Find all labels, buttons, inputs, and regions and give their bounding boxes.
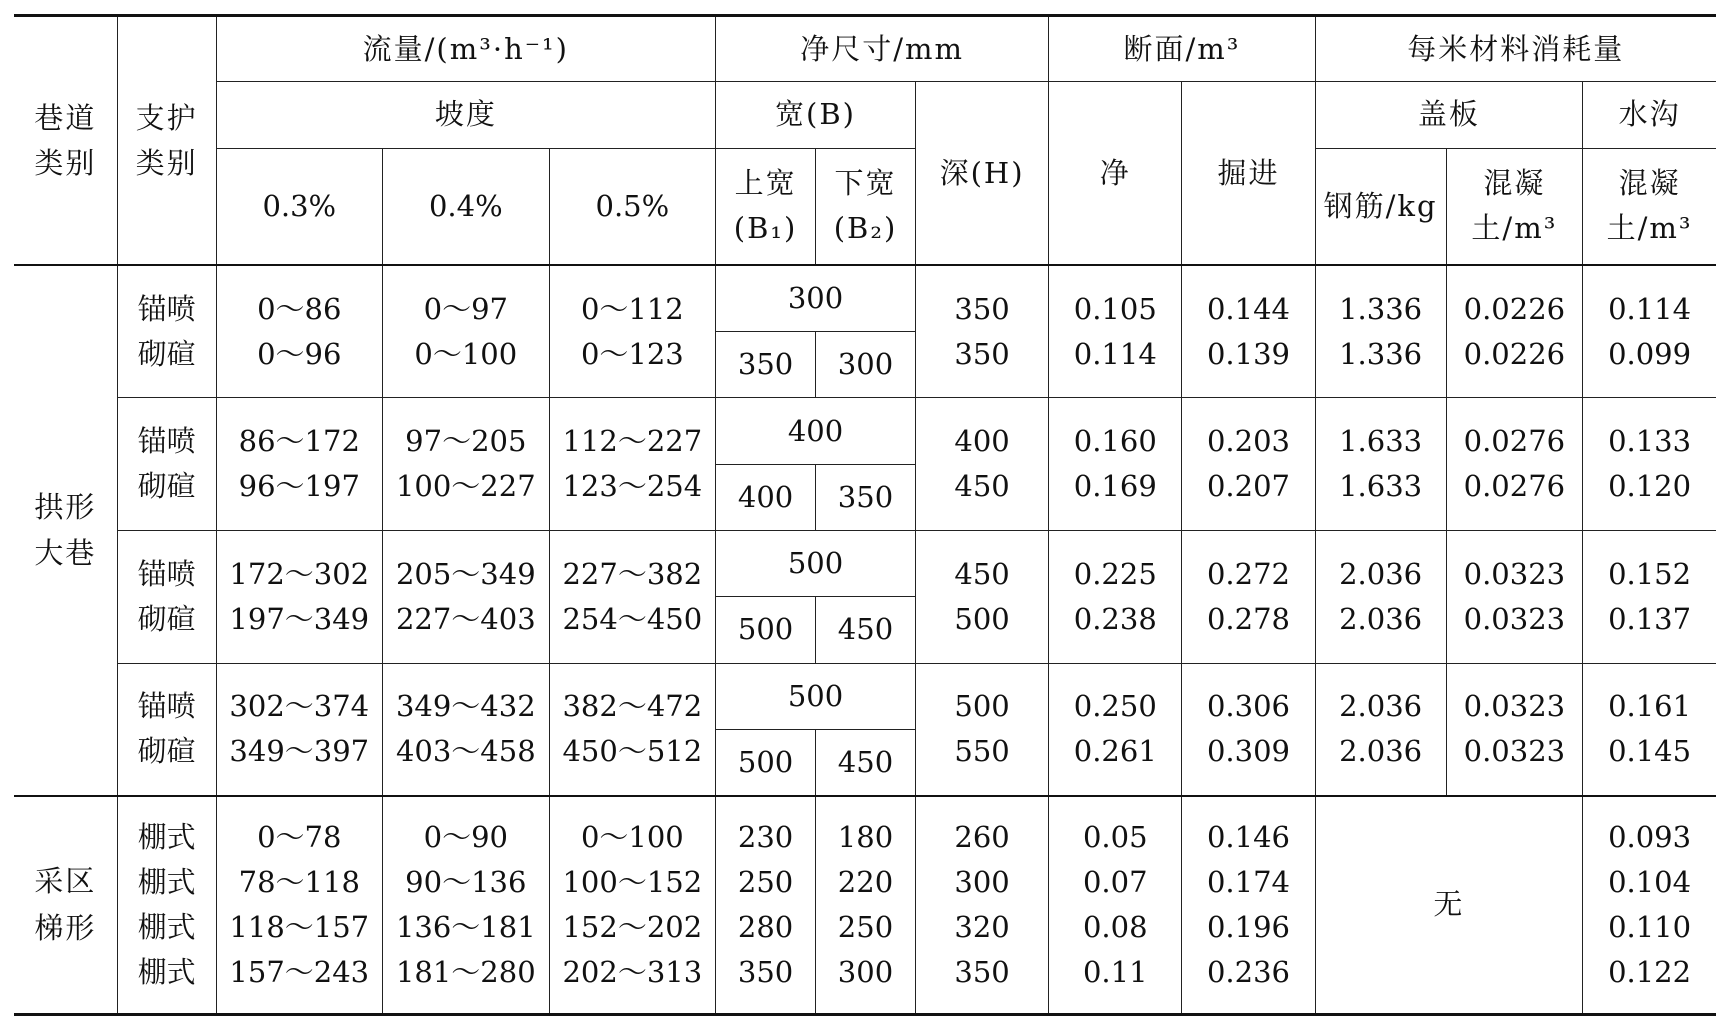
concrete-value: 0.0226 xyxy=(1463,291,1566,326)
top-width-value: 250 xyxy=(737,864,794,899)
rebar-cell xyxy=(1315,530,1446,663)
trap-lane-label: 采区 梯形 xyxy=(14,796,117,1015)
bottom-width-value: 300 xyxy=(816,332,916,398)
flow-value: 227～403 xyxy=(395,601,536,636)
flow-value: 0～78 xyxy=(257,819,342,854)
support-label: 棚式 xyxy=(137,954,196,989)
support-label: 锚喷 xyxy=(137,424,196,459)
flow-value: 202～313 xyxy=(562,954,703,989)
conc-cell xyxy=(1446,663,1583,796)
flow-header: 流量/(m³·h⁻¹) xyxy=(216,16,716,82)
net-value: 0.225 xyxy=(1073,556,1157,591)
flow-cell xyxy=(216,663,383,796)
support-label: 锚喷 xyxy=(137,689,196,724)
depth-value: 350 xyxy=(954,291,1010,326)
support-label: 砌碹 xyxy=(137,336,196,371)
rebar-cell xyxy=(1315,398,1446,531)
cover-header: 盖板 xyxy=(1315,82,1583,148)
depth-value: 320 xyxy=(954,909,1010,944)
exc-cell xyxy=(1182,398,1315,531)
rebar-header: 钢筋/kg xyxy=(1315,148,1446,265)
support-cell xyxy=(117,663,216,796)
net-value: 0.11 xyxy=(1082,954,1148,989)
support-cell xyxy=(117,530,216,663)
rebar-cell xyxy=(1315,265,1446,398)
ditch-cell xyxy=(1583,530,1716,663)
depth-value: 550 xyxy=(954,734,1010,769)
net-cell xyxy=(1049,265,1182,398)
flow-cell xyxy=(383,663,550,796)
width-value: 500 xyxy=(716,663,916,729)
bottom-width-header: 下宽(B₂) xyxy=(816,148,916,265)
support-label: 砌碹 xyxy=(137,734,196,769)
depth-value: 300 xyxy=(954,864,1010,899)
excavation-value: 0.278 xyxy=(1206,601,1291,636)
exc-cell xyxy=(1182,265,1315,398)
width-value: 300 xyxy=(716,265,916,331)
ditch-cell xyxy=(1583,796,1716,1015)
width-header: 宽(B) xyxy=(716,82,916,148)
flow-value: 349～432 xyxy=(395,689,536,724)
flow-value: 0～100 xyxy=(580,819,684,854)
table-row xyxy=(14,265,1716,331)
flow-cell xyxy=(216,796,383,1015)
rebar-value: 2.036 xyxy=(1339,734,1423,769)
conc-cell xyxy=(1446,398,1583,531)
support-label: 锚喷 xyxy=(137,291,196,326)
support-type-header: 支护 类别 xyxy=(117,16,216,266)
flow-cell xyxy=(549,663,716,796)
support-cell xyxy=(117,398,216,531)
rebar-value: 1.336 xyxy=(1339,291,1423,326)
bottom-width-value: 350 xyxy=(816,464,916,530)
flow-value: 112～227 xyxy=(562,424,703,459)
ditch-value: 0.120 xyxy=(1608,469,1692,504)
flow-value: 205～349 xyxy=(395,556,536,591)
net-cell xyxy=(1049,796,1182,1015)
flow-cell xyxy=(383,265,550,398)
depth-value: 260 xyxy=(954,819,1010,854)
ditch-spec-table xyxy=(14,14,1716,1016)
flow-value: 0～86 xyxy=(257,291,342,326)
flow-cell xyxy=(383,398,550,531)
depth-value: 450 xyxy=(954,556,1010,591)
excavation-value: 0.306 xyxy=(1206,689,1291,724)
table-body xyxy=(14,265,1716,1014)
net-value: 0.114 xyxy=(1073,336,1157,371)
net-value: 0.261 xyxy=(1073,734,1157,769)
header-row-3 xyxy=(14,148,1716,265)
ditch-cell xyxy=(1583,265,1716,398)
ditch-header: 水沟 xyxy=(1583,82,1716,148)
flow-value: 0～97 xyxy=(423,291,508,326)
support-label: 砌碹 xyxy=(137,601,196,636)
net-value: 0.07 xyxy=(1082,864,1148,899)
flow-cell xyxy=(216,398,383,531)
net-value: 0.105 xyxy=(1073,291,1157,326)
header-row-1 xyxy=(14,16,1716,82)
excavation-value: 0.146 xyxy=(1206,819,1291,854)
bottom-width-value: 450 xyxy=(816,597,916,663)
depth-cell xyxy=(915,796,1048,1015)
flow-value: 136～181 xyxy=(395,909,536,944)
depth-value: 350 xyxy=(954,954,1010,989)
concrete-value: 0.0276 xyxy=(1463,469,1566,504)
flow-value: 254～450 xyxy=(562,601,703,636)
net-value: 0.238 xyxy=(1073,601,1157,636)
ditch-value: 0.114 xyxy=(1608,291,1692,326)
excavation-value: 0.203 xyxy=(1206,424,1291,459)
support-label: 锚喷 xyxy=(137,556,196,591)
concrete-value: 0.0323 xyxy=(1463,601,1566,636)
ditch-value: 0.133 xyxy=(1608,424,1692,459)
width-value: 500 xyxy=(716,530,916,596)
header-row-2 xyxy=(14,82,1716,148)
support-label: 棚式 xyxy=(137,909,196,944)
flow-value: 197～349 xyxy=(229,601,370,636)
flow-value: 86～172 xyxy=(238,424,360,459)
top-width-header: 上宽(B₁) xyxy=(716,148,816,265)
depth-value: 500 xyxy=(954,689,1010,724)
bottom-width-cell xyxy=(816,796,916,1015)
top-width-value: 500 xyxy=(716,597,816,663)
flow-value: 97～205 xyxy=(405,424,527,459)
flow-value: 403～458 xyxy=(395,734,536,769)
flow-value: 100～227 xyxy=(395,469,536,504)
ditch-cell xyxy=(1583,398,1716,531)
top-width-value: 400 xyxy=(716,464,816,530)
depth-value: 450 xyxy=(954,469,1010,504)
flow-cell xyxy=(216,530,383,663)
ditch-value: 0.137 xyxy=(1608,601,1692,636)
net-section-header: 净 xyxy=(1049,82,1182,265)
flow-value: 118～157 xyxy=(229,909,370,944)
no-cover-cell: 无 xyxy=(1315,796,1583,1015)
depth-value: 500 xyxy=(954,601,1010,636)
flow-value: 302～374 xyxy=(229,689,370,724)
depth-cell xyxy=(915,265,1048,398)
net-cell xyxy=(1049,398,1182,531)
excavation-value: 0.309 xyxy=(1206,734,1291,769)
top-width-value: 230 xyxy=(737,819,794,854)
slope-0-4: 0.4% xyxy=(383,148,550,265)
net-value: 0.160 xyxy=(1073,424,1157,459)
flow-value: 349～397 xyxy=(229,734,370,769)
support-label: 棚式 xyxy=(137,819,196,854)
flow-value: 227～382 xyxy=(562,556,703,591)
depth-cell xyxy=(915,663,1048,796)
flow-cell xyxy=(549,398,716,531)
flow-value: 157～243 xyxy=(229,954,370,989)
depth-cell xyxy=(915,530,1048,663)
slope-0-5: 0.5% xyxy=(549,148,716,265)
rebar-value: 1.336 xyxy=(1339,336,1423,371)
excavation-value: 0.272 xyxy=(1206,556,1291,591)
ditch-value: 0.145 xyxy=(1608,734,1692,769)
lane-type-header: 巷道 类别 xyxy=(14,16,117,266)
excavation-value: 0.207 xyxy=(1206,469,1291,504)
width-value: 400 xyxy=(716,398,916,464)
depth-cell xyxy=(915,398,1048,531)
flow-value: 152～202 xyxy=(562,909,703,944)
bottom-width-value: 250 xyxy=(837,909,894,944)
rebar-value: 2.036 xyxy=(1339,601,1423,636)
support-cell xyxy=(117,796,216,1015)
flow-value: 382～472 xyxy=(562,689,703,724)
flow-value: 172～302 xyxy=(229,556,370,591)
excavation-value: 0.174 xyxy=(1206,864,1291,899)
arch-lane-label: 拱形 大巷 xyxy=(14,265,117,795)
depth-value: 400 xyxy=(954,424,1010,459)
excavation-value: 0.196 xyxy=(1206,909,1291,944)
flow-value: 123～254 xyxy=(562,469,703,504)
concrete-value: 0.0323 xyxy=(1463,556,1566,591)
slope-header: 坡度 xyxy=(216,82,716,148)
concrete-value: 0.0323 xyxy=(1463,689,1566,724)
ditch-cell xyxy=(1583,663,1716,796)
flow-value: 450～512 xyxy=(562,734,703,769)
depth-header: 深(H) xyxy=(915,82,1048,265)
material-header: 每米材料消耗量 xyxy=(1315,16,1716,82)
table-row xyxy=(14,663,1716,729)
flow-cell xyxy=(549,265,716,398)
slope-0-3: 0.3% xyxy=(216,148,383,265)
net-size-header: 净尺寸/mm xyxy=(716,16,1049,82)
top-width-value: 350 xyxy=(716,332,816,398)
net-cell xyxy=(1049,530,1182,663)
flow-value: 181～280 xyxy=(395,954,536,989)
conc-cell xyxy=(1446,530,1583,663)
rebar-value: 1.633 xyxy=(1339,424,1423,459)
net-value: 0.05 xyxy=(1082,819,1148,854)
table-row xyxy=(14,398,1716,464)
rebar-cell xyxy=(1315,663,1446,796)
flow-value: 0～96 xyxy=(257,336,342,371)
ditch-value: 0.110 xyxy=(1608,909,1692,944)
exc-cell xyxy=(1182,663,1315,796)
concrete-value: 0.0226 xyxy=(1463,336,1566,371)
flow-value: 0～112 xyxy=(580,291,684,326)
support-cell xyxy=(117,265,216,398)
ditch-value: 0.152 xyxy=(1608,556,1692,591)
ditch-value: 0.093 xyxy=(1608,819,1692,854)
rebar-value: 1.633 xyxy=(1339,469,1423,504)
flow-cell xyxy=(549,530,716,663)
net-value: 0.169 xyxy=(1073,469,1157,504)
flow-cell xyxy=(216,265,383,398)
excavation-value: 0.236 xyxy=(1206,954,1291,989)
bottom-width-value: 300 xyxy=(837,954,894,989)
top-width-value: 500 xyxy=(716,729,816,795)
ditch-value: 0.161 xyxy=(1608,689,1692,724)
depth-value: 350 xyxy=(954,336,1010,371)
ditch-value: 0.099 xyxy=(1608,336,1692,371)
section-header: 断面/m³ xyxy=(1049,16,1315,82)
flow-cell xyxy=(549,796,716,1015)
excavation-value: 0.144 xyxy=(1206,291,1291,326)
bottom-width-value: 220 xyxy=(837,864,894,899)
excavation-value: 0.139 xyxy=(1206,336,1291,371)
support-label: 砌碹 xyxy=(137,469,196,504)
flow-value: 0～123 xyxy=(580,336,684,371)
ditch-concrete-header: 混凝土/m³ xyxy=(1583,148,1716,265)
net-value: 0.08 xyxy=(1082,909,1148,944)
table-row xyxy=(14,796,1716,1015)
rebar-value: 2.036 xyxy=(1339,689,1423,724)
flow-value: 0～100 xyxy=(414,336,518,371)
flow-value: 78～118 xyxy=(238,864,360,899)
conc-cell xyxy=(1446,265,1583,398)
concrete-header: 混凝土/m³ xyxy=(1446,148,1583,265)
support-label: 棚式 xyxy=(137,864,196,899)
rebar-value: 2.036 xyxy=(1339,556,1423,591)
concrete-value: 0.0323 xyxy=(1463,734,1566,769)
ditch-value: 0.122 xyxy=(1608,954,1692,989)
flow-cell xyxy=(383,530,550,663)
exc-cell xyxy=(1182,796,1315,1015)
flow-value: 0～90 xyxy=(423,819,508,854)
net-value: 0.250 xyxy=(1073,689,1157,724)
flow-value: 96～197 xyxy=(238,469,360,504)
flow-value: 90～136 xyxy=(405,864,527,899)
ditch-value: 0.104 xyxy=(1608,864,1692,899)
bottom-width-value: 450 xyxy=(816,729,916,795)
flow-value: 100～152 xyxy=(562,864,703,899)
flow-cell xyxy=(383,796,550,1015)
concrete-value: 0.0276 xyxy=(1463,424,1566,459)
top-width-value: 350 xyxy=(737,954,794,989)
net-cell xyxy=(1049,663,1182,796)
bottom-width-value: 180 xyxy=(837,819,894,854)
top-width-cell xyxy=(716,796,816,1015)
top-width-value: 280 xyxy=(737,909,794,944)
exc-cell xyxy=(1182,530,1315,663)
excavation-header: 掘进 xyxy=(1182,82,1315,265)
table-row xyxy=(14,530,1716,596)
